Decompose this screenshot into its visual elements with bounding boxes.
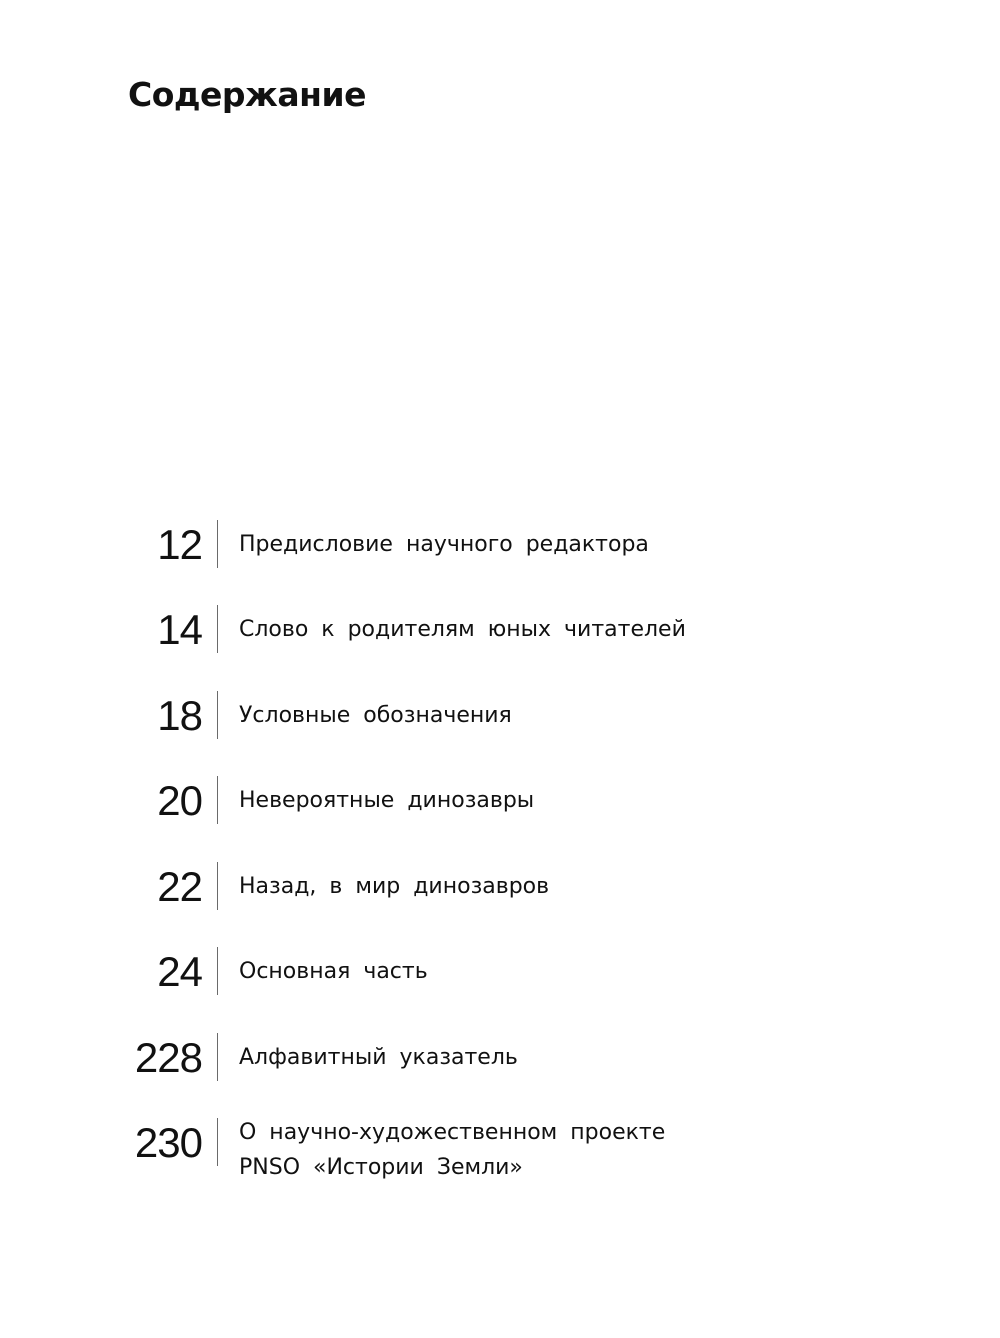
toc-entry[interactable] bbox=[0, 518, 1000, 578]
toc-entry[interactable] bbox=[0, 603, 1000, 663]
toc-entry-title: Предисловие научного редактора bbox=[239, 532, 649, 557]
toc-page-number: 18 bbox=[157, 692, 202, 739]
toc-page-number: 12 bbox=[157, 521, 202, 568]
toc-page-number: 22 bbox=[157, 863, 202, 910]
toc-divider bbox=[217, 947, 218, 995]
toc-page-number: 230 bbox=[134, 1119, 202, 1166]
toc-page-number: 14 bbox=[157, 606, 202, 653]
toc-divider bbox=[217, 1033, 218, 1081]
toc-entry[interactable] bbox=[0, 860, 1000, 920]
toc-page-number: 20 bbox=[157, 777, 202, 824]
toc-entry-title: Назад, в мир динозавров bbox=[239, 874, 550, 899]
toc-entry-title: Алфавитный указатель bbox=[239, 1045, 518, 1070]
toc-entry[interactable] bbox=[0, 1116, 1000, 1196]
toc-entry-title: О научно-художественном проекте bbox=[239, 1120, 666, 1145]
toc-divider bbox=[217, 691, 218, 739]
toc-page-number: 24 bbox=[157, 948, 202, 995]
toc-entry-title: Невероятные динозавры bbox=[239, 788, 535, 813]
toc-entry[interactable] bbox=[0, 1031, 1000, 1091]
toc-divider bbox=[217, 862, 218, 910]
toc-entry-title: Условные обозначения bbox=[239, 703, 512, 728]
toc-entry[interactable] bbox=[0, 774, 1000, 834]
toc-entry[interactable] bbox=[0, 945, 1000, 1005]
page-title: Содержание bbox=[128, 75, 366, 114]
toc-entry-title: Слово к родителям юных читателей bbox=[239, 617, 686, 642]
toc-divider bbox=[217, 1118, 218, 1166]
toc-entry-title: Основная часть bbox=[239, 959, 428, 984]
toc-page-number: 228 bbox=[134, 1034, 202, 1081]
toc-entry-title-continued: PNSO «Истории Земли» bbox=[239, 1155, 523, 1180]
toc-divider bbox=[217, 520, 218, 568]
toc-divider bbox=[217, 776, 218, 824]
toc-divider bbox=[217, 605, 218, 653]
toc-entry[interactable] bbox=[0, 689, 1000, 749]
